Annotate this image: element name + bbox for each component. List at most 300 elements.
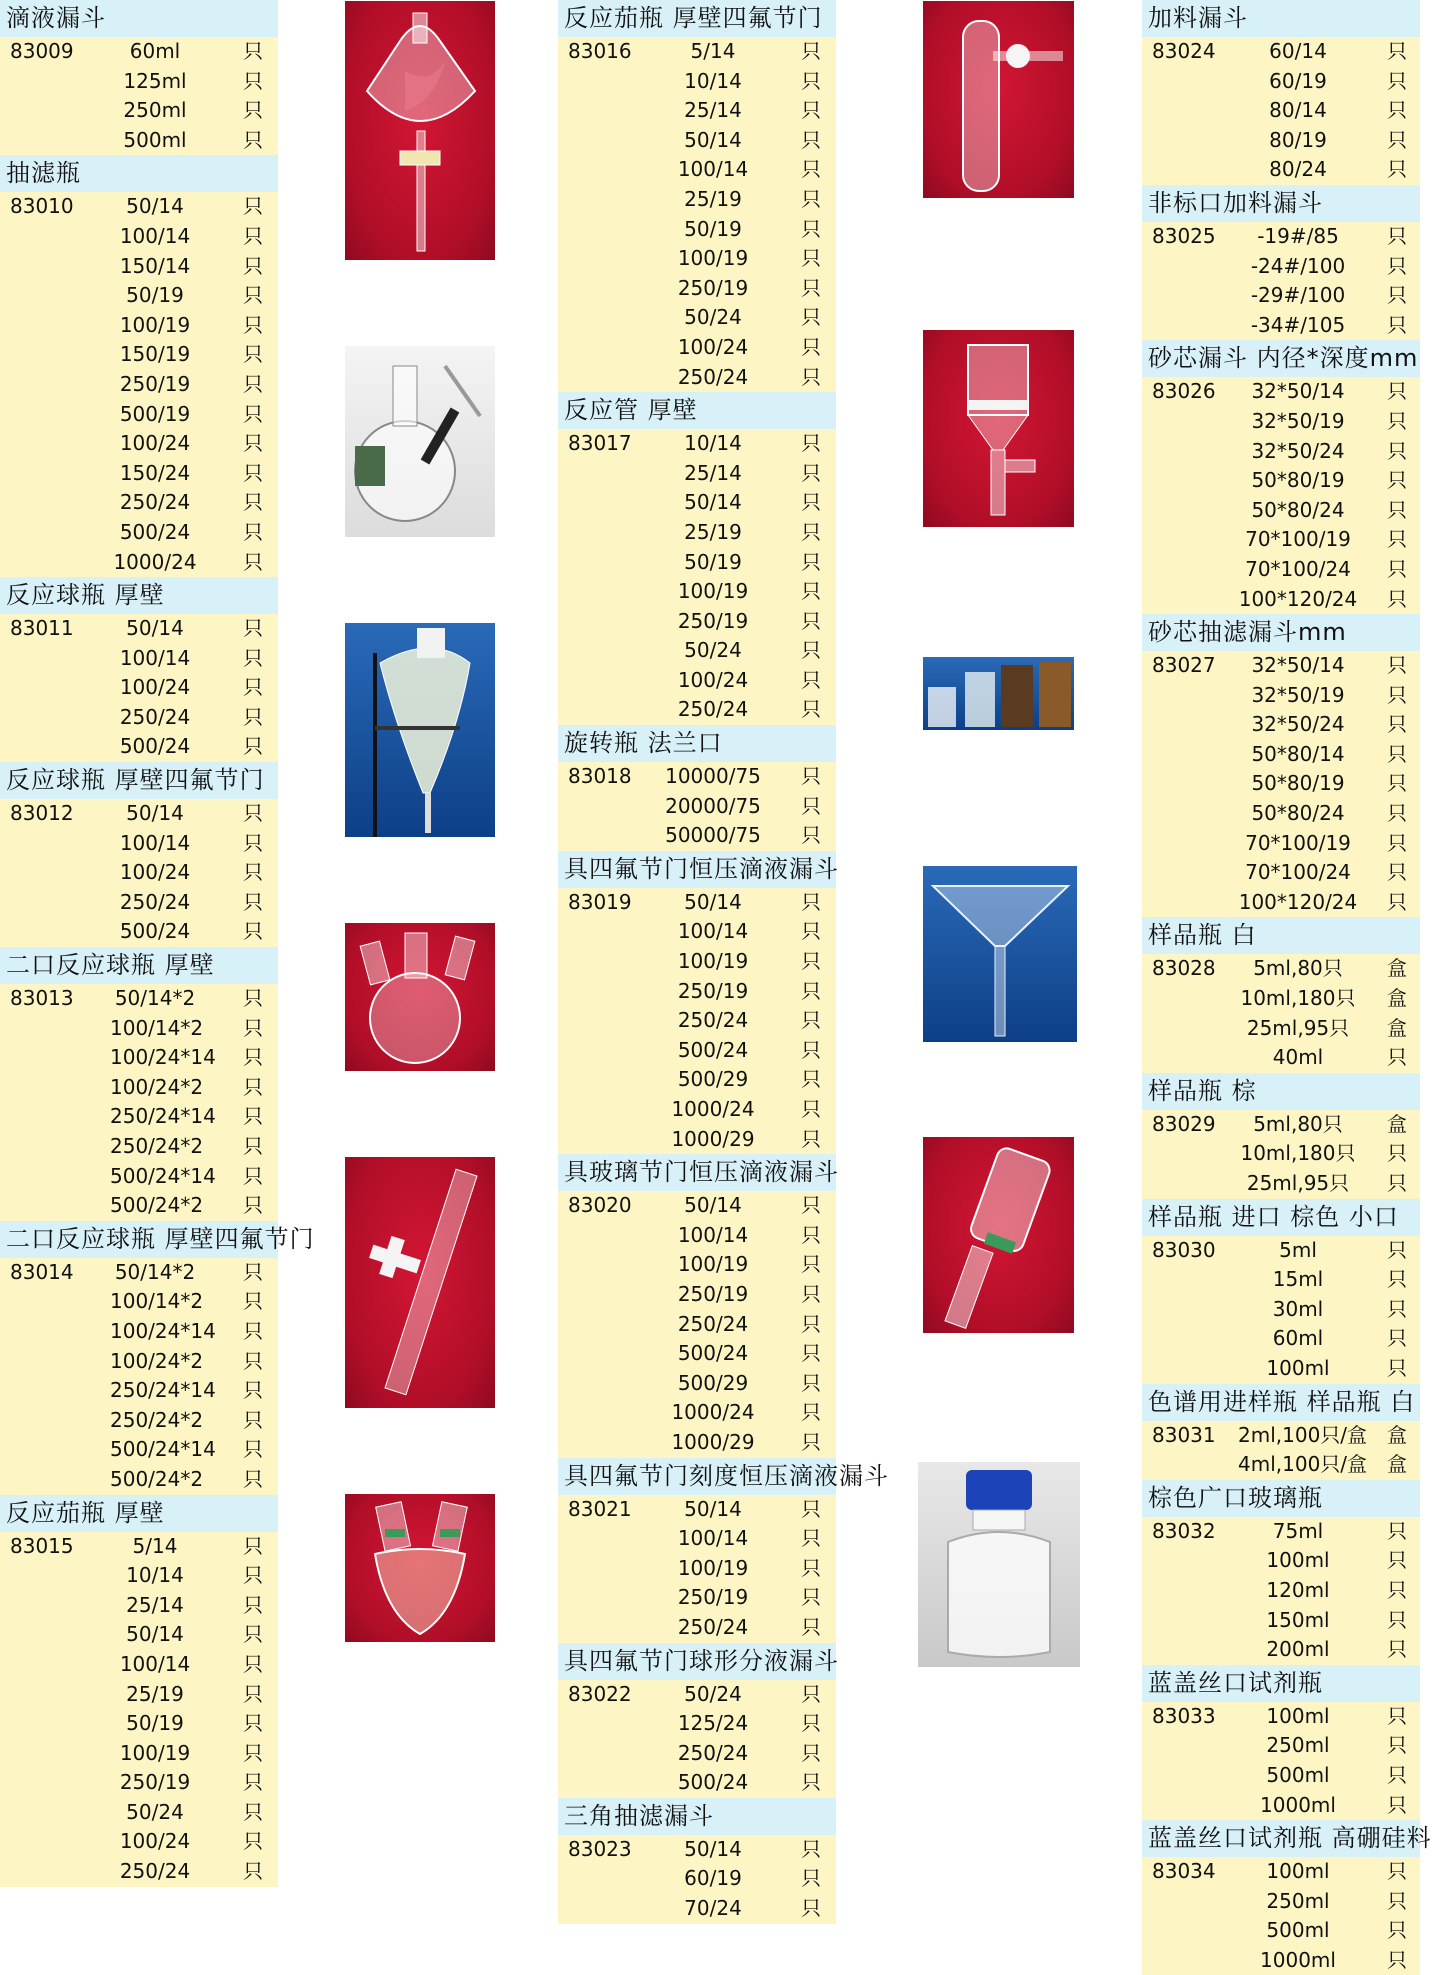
product-spec: 50/24 xyxy=(684,638,742,663)
dropping-funnel-photo xyxy=(345,1157,495,1408)
product-row xyxy=(1142,252,1420,282)
product-spec: 50/14*2 xyxy=(114,1259,196,1284)
product-row xyxy=(558,1006,836,1036)
product-section xyxy=(1142,614,1420,917)
section-title: 加料漏斗 xyxy=(1142,0,1420,37)
section-title: 蓝盖丝口试剂瓶 xyxy=(1142,1665,1420,1702)
product-unit: 只 xyxy=(801,1067,821,1092)
product-code: 83020 xyxy=(568,1193,632,1218)
product-row xyxy=(0,614,278,644)
product-unit: 只 xyxy=(243,1378,263,1403)
product-row xyxy=(558,821,836,851)
product-unit: 只 xyxy=(243,889,263,914)
product-row xyxy=(1142,1702,1420,1732)
product-unit: 只 xyxy=(801,68,821,93)
product-spec: 100/19 xyxy=(677,246,749,271)
product-unit: 只 xyxy=(801,431,821,456)
product-unit: 只 xyxy=(801,697,821,722)
product-unit: 只 xyxy=(801,889,821,914)
product-row xyxy=(558,1739,836,1769)
product-row xyxy=(0,311,278,341)
product-spec: 250/24 xyxy=(119,889,191,914)
product-row xyxy=(558,126,836,156)
product-spec: 50/19 xyxy=(126,1711,184,1736)
product-spec: 250/24 xyxy=(677,364,749,389)
product-row xyxy=(1142,222,1420,252)
product-row xyxy=(0,1406,278,1436)
product-row xyxy=(0,370,278,400)
product-spec: 100/14 xyxy=(677,157,749,182)
product-section xyxy=(558,1154,839,1457)
product-row xyxy=(0,192,278,222)
product-unit: 只 xyxy=(243,431,263,456)
product-row xyxy=(558,1554,836,1584)
product-spec: 500/19 xyxy=(119,401,191,426)
product-unit: 只 xyxy=(243,253,263,278)
product-spec: 10/14 xyxy=(684,431,742,456)
product-unit: 只 xyxy=(243,68,263,93)
product-section xyxy=(1142,1384,1420,1480)
product-spec: 100/14 xyxy=(119,645,191,670)
product-section xyxy=(1142,1480,1420,1665)
product-spec: 1000/29 xyxy=(671,1126,755,1151)
product-unit: 只 xyxy=(243,194,263,219)
product-spec: 250/24*2 xyxy=(110,1407,204,1432)
product-unit: 只 xyxy=(243,1134,263,1158)
product-code: 83013 xyxy=(10,986,74,1011)
product-unit: 只 xyxy=(1387,1296,1407,1321)
product-spec: 2ml,100只/盒 xyxy=(1238,1422,1368,1447)
section-title: 色谱用进样瓶 样品瓶 白 xyxy=(1142,1384,1420,1421)
product-spec: 80/24 xyxy=(1269,157,1327,182)
product-unit: 只 xyxy=(801,1496,821,1521)
product-row xyxy=(1142,96,1420,126)
product-row xyxy=(558,1310,836,1340)
product-spec: 80/19 xyxy=(1269,127,1327,152)
product-row xyxy=(1142,1517,1420,1547)
product-row xyxy=(558,333,836,363)
product-unit: 只 xyxy=(1387,1577,1407,1602)
product-spec: 250ml xyxy=(1266,1733,1330,1758)
product-row xyxy=(558,244,836,274)
product-spec: 500/29 xyxy=(677,1370,749,1395)
product-spec: 32*50/14 xyxy=(1251,653,1345,678)
product-spec: 250/19 xyxy=(119,371,191,396)
product-row xyxy=(0,1650,278,1680)
product-code: 83034 xyxy=(1152,1859,1216,1884)
product-row xyxy=(558,636,836,666)
reaction-tube-photo xyxy=(923,1,1074,198)
product-unit: 只 xyxy=(1387,223,1407,248)
product-spec: 60/19 xyxy=(684,1866,742,1891)
product-unit: 只 xyxy=(1387,1947,1407,1972)
product-unit: 只 xyxy=(243,1651,263,1676)
product-spec: 50/14 xyxy=(126,1622,184,1647)
product-row xyxy=(0,1532,278,1562)
product-unit: 只 xyxy=(243,490,263,515)
product-row xyxy=(0,96,278,126)
product-unit: 只 xyxy=(1387,283,1407,308)
product-section xyxy=(0,762,278,947)
product-spec: 150/19 xyxy=(119,342,191,367)
product-spec: 30ml xyxy=(1272,1296,1324,1321)
product-unit: 只 xyxy=(243,1289,263,1314)
product-unit: 只 xyxy=(243,1533,263,1558)
product-row xyxy=(1142,585,1420,615)
product-spec: 100/14 xyxy=(677,1526,749,1551)
product-row xyxy=(558,1613,836,1643)
product-row xyxy=(558,1524,836,1554)
product-column-left xyxy=(0,0,315,1887)
product-row xyxy=(0,1798,278,1828)
product-section xyxy=(0,1495,278,1887)
product-code: 83027 xyxy=(1152,653,1216,678)
product-row xyxy=(1142,1916,1420,1946)
sample-bottles-photo xyxy=(923,657,1074,730)
product-row xyxy=(1142,1354,1420,1384)
product-code: 83016 xyxy=(568,39,632,63)
product-row xyxy=(558,577,836,607)
product-row xyxy=(0,984,278,1014)
product-spec: 100*120/24 xyxy=(1238,586,1358,611)
product-unit: 只 xyxy=(1387,1141,1407,1166)
product-spec: 250ml xyxy=(123,98,187,123)
product-spec: 32*50/24 xyxy=(1251,438,1345,463)
section-title: 具四氟节门刻度恒压滴液漏斗 xyxy=(558,1458,836,1495)
product-unit: 只 xyxy=(801,1008,821,1033)
product-row xyxy=(1142,496,1420,526)
product-spec: 200ml xyxy=(1266,1637,1330,1662)
product-row xyxy=(0,1162,278,1192)
product-spec: 500/24 xyxy=(119,734,191,759)
product-unit: 只 xyxy=(801,39,821,63)
product-row xyxy=(1142,1169,1420,1199)
product-unit: 只 xyxy=(1387,253,1407,278)
product-unit: 只 xyxy=(1387,468,1407,493)
product-section xyxy=(1142,917,1420,1072)
product-unit: 只 xyxy=(243,460,263,485)
product-row xyxy=(558,947,836,977)
product-unit: 盒 xyxy=(1387,1015,1407,1040)
product-row xyxy=(1142,1546,1420,1576)
product-spec: 150ml xyxy=(1266,1607,1330,1632)
product-row xyxy=(0,799,278,829)
product-unit: 只 xyxy=(801,793,821,818)
product-unit: 只 xyxy=(1387,312,1407,337)
product-row xyxy=(1142,769,1420,799)
product-spec: 250/24 xyxy=(677,1740,749,1765)
product-row xyxy=(558,1369,836,1399)
section-title: 棕色广口玻璃瓶 xyxy=(1142,1480,1420,1517)
product-row xyxy=(558,666,836,696)
product-unit: 只 xyxy=(801,1555,821,1580)
product-unit: 只 xyxy=(1387,68,1407,93)
product-row xyxy=(0,518,278,548)
product-row xyxy=(1142,1635,1420,1665)
product-unit: 只 xyxy=(243,830,263,855)
product-row xyxy=(0,1739,278,1769)
product-spec: -29#/100 xyxy=(1250,283,1346,308)
product-row xyxy=(1142,437,1420,467)
section-title: 反应管 厚壁 xyxy=(558,392,836,429)
product-row xyxy=(1142,1791,1420,1821)
product-row xyxy=(1142,1421,1420,1451)
product-row xyxy=(0,222,278,252)
product-unit: 只 xyxy=(243,1592,263,1617)
product-row xyxy=(0,1043,278,1073)
product-row xyxy=(1142,1265,1420,1295)
product-spec: 100/24 xyxy=(119,1829,191,1854)
product-unit: 只 xyxy=(243,734,263,759)
product-unit: 只 xyxy=(1387,741,1407,766)
product-spec: 70*100/19 xyxy=(1245,830,1351,855)
product-row xyxy=(0,488,278,518)
product-unit: 只 xyxy=(243,223,263,248)
product-spec: 32*50/19 xyxy=(1251,408,1345,433)
product-spec: 50/24 xyxy=(684,305,742,330)
product-spec: 100*120/24 xyxy=(1238,889,1358,914)
product-unit: 只 xyxy=(243,127,263,152)
product-unit: 只 xyxy=(801,1681,821,1706)
product-row xyxy=(1142,888,1420,918)
product-code: 83025 xyxy=(1152,223,1216,248)
product-spec: 50/24 xyxy=(684,1681,742,1706)
product-row xyxy=(0,1680,278,1710)
product-spec: 250/24 xyxy=(119,1859,191,1884)
product-row xyxy=(558,1583,836,1613)
product-spec: 50/14 xyxy=(684,127,742,152)
product-section xyxy=(1142,1073,1420,1199)
product-spec: 15ml xyxy=(1272,1267,1324,1292)
section-title: 反应球瓶 厚壁 xyxy=(0,577,278,614)
product-row xyxy=(558,155,836,185)
product-unit: 只 xyxy=(243,860,263,885)
product-row xyxy=(0,67,278,97)
product-row xyxy=(0,1827,278,1857)
product-unit: 只 xyxy=(801,334,821,359)
product-row xyxy=(0,459,278,489)
product-row xyxy=(0,429,278,459)
product-unit: 只 xyxy=(801,127,821,152)
product-unit: 只 xyxy=(1387,586,1407,611)
product-row xyxy=(0,1465,278,1495)
product-unit: 只 xyxy=(243,1015,263,1040)
product-unit: 只 xyxy=(1387,497,1407,522)
product-spec: 100/19 xyxy=(677,579,749,604)
product-column-middle xyxy=(558,0,889,1924)
section-title: 砂芯抽滤漏斗mm xyxy=(1142,614,1420,651)
product-unit: 只 xyxy=(1387,157,1407,182)
product-unit: 只 xyxy=(1387,1792,1407,1817)
separatory-funnel-photo xyxy=(345,1,495,260)
product-code: 83017 xyxy=(568,431,632,456)
product-row xyxy=(1142,1887,1420,1917)
product-unit: 只 xyxy=(243,986,263,1011)
product-spec: 1000/24 xyxy=(671,1400,755,1425)
product-spec: 100/24 xyxy=(119,675,191,700)
product-unit: 只 xyxy=(243,1104,263,1129)
product-spec: 75ml xyxy=(1272,1518,1324,1543)
product-spec: 32*50/19 xyxy=(1251,682,1345,707)
product-unit: 只 xyxy=(1387,527,1407,552)
product-unit: 只 xyxy=(243,401,263,426)
product-section xyxy=(1142,1820,1432,1975)
product-spec: -19#/85 xyxy=(1257,223,1339,248)
section-title: 蓝盖丝口试剂瓶 高硼硅料 xyxy=(1142,1820,1420,1857)
product-row xyxy=(0,126,278,156)
product-row xyxy=(558,1680,836,1710)
product-unit: 只 xyxy=(243,1348,263,1373)
product-spec: 1000/24 xyxy=(671,1097,755,1121)
product-code: 83019 xyxy=(568,889,632,914)
product-spec: 1000/29 xyxy=(671,1429,755,1454)
product-unit: 只 xyxy=(1387,556,1407,581)
product-code: 83024 xyxy=(1152,39,1216,63)
product-row xyxy=(558,977,836,1007)
product-row xyxy=(558,792,836,822)
section-title: 旋转瓶 法兰口 xyxy=(558,725,836,762)
product-spec: 100ml xyxy=(1266,1355,1330,1380)
product-spec: 500/24 xyxy=(677,1341,749,1366)
product-unit: 只 xyxy=(801,305,821,330)
product-spec: 100/24*14 xyxy=(110,1318,216,1343)
product-row xyxy=(1142,1014,1420,1044)
product-spec: 100/19 xyxy=(119,312,191,337)
product-section xyxy=(1142,340,1420,614)
product-spec: 50/14 xyxy=(684,1836,742,1861)
product-unit: 只 xyxy=(1387,127,1407,152)
product-row xyxy=(558,1250,836,1280)
product-code: 83031 xyxy=(1152,1422,1216,1447)
product-spec: 50/14 xyxy=(684,889,742,914)
product-spec: 100/19 xyxy=(677,1252,749,1277)
product-spec: 25/14 xyxy=(684,98,742,123)
product-row xyxy=(558,96,836,126)
product-row xyxy=(0,252,278,282)
product-spec: 100/24 xyxy=(677,667,749,692)
product-spec: 25/19 xyxy=(684,186,742,211)
section-title: 具四氟节门恒压滴液漏斗 xyxy=(558,851,836,888)
product-unit: 只 xyxy=(1387,408,1407,433)
product-spec: -24#/100 xyxy=(1250,253,1346,278)
product-unit: 只 xyxy=(801,823,821,848)
product-row xyxy=(1142,984,1420,1014)
product-unit: 只 xyxy=(243,1407,263,1432)
product-spec: 32*50/14 xyxy=(1251,379,1345,404)
product-spec: 100/14*2 xyxy=(110,1289,204,1314)
product-unit: 只 xyxy=(243,1466,263,1491)
product-unit: 只 xyxy=(243,919,263,944)
product-spec: 250/24 xyxy=(119,704,191,729)
product-unit: 只 xyxy=(1387,1171,1407,1195)
product-spec: 100/19 xyxy=(677,949,749,974)
product-spec: 25/14 xyxy=(126,1592,184,1617)
product-unit: 只 xyxy=(1387,889,1407,914)
product-spec: 100ml xyxy=(1266,1703,1330,1728)
product-row xyxy=(1142,1295,1420,1325)
product-spec: 500ml xyxy=(123,127,187,152)
product-unit: 只 xyxy=(1387,1548,1407,1573)
product-unit: 只 xyxy=(801,98,821,123)
product-row xyxy=(558,1768,836,1798)
product-row xyxy=(558,1036,836,1066)
product-spec: 50*80/24 xyxy=(1251,801,1345,826)
product-unit: 只 xyxy=(1387,1518,1407,1543)
product-row xyxy=(0,1317,278,1347)
product-row xyxy=(558,1495,836,1525)
product-row xyxy=(558,607,836,637)
product-row xyxy=(558,1339,836,1369)
product-row xyxy=(1142,1110,1420,1140)
product-row xyxy=(1142,555,1420,585)
product-spec: 100ml xyxy=(1266,1548,1330,1573)
product-unit: 只 xyxy=(1387,1267,1407,1292)
product-spec: 500/24 xyxy=(119,919,191,944)
product-spec: 10ml,180只 xyxy=(1240,1141,1356,1166)
product-spec: 50000/75 xyxy=(665,823,761,848)
product-row xyxy=(558,1095,836,1125)
product-code: 83023 xyxy=(568,1836,632,1861)
product-spec: 250/24*2 xyxy=(110,1134,204,1158)
product-spec: 500/24*14 xyxy=(110,1163,216,1188)
product-unit: 只 xyxy=(243,549,263,574)
product-unit: 只 xyxy=(801,1896,821,1921)
product-unit: 只 xyxy=(801,1429,821,1454)
product-spec: 50/14 xyxy=(684,490,742,515)
product-row xyxy=(1142,740,1420,770)
product-spec: 500ml xyxy=(1266,1762,1330,1787)
product-unit: 只 xyxy=(1387,830,1407,855)
product-unit: 只 xyxy=(801,275,821,300)
product-row xyxy=(1142,710,1420,740)
product-unit: 只 xyxy=(1387,98,1407,123)
product-spec: 125ml xyxy=(123,68,187,93)
product-section xyxy=(0,0,278,155)
product-unit: 只 xyxy=(1387,39,1407,63)
product-spec: 50*80/19 xyxy=(1251,771,1345,796)
product-unit: 只 xyxy=(243,371,263,396)
product-unit: 只 xyxy=(1387,682,1407,707)
product-spec: 60/19 xyxy=(1269,68,1327,93)
product-unit: 只 xyxy=(1387,801,1407,826)
product-unit: 只 xyxy=(243,1193,263,1218)
product-spec: 50/19 xyxy=(126,283,184,308)
product-unit: 只 xyxy=(801,1400,821,1425)
product-unit: 只 xyxy=(801,1341,821,1366)
product-spec: 125/24 xyxy=(677,1711,749,1736)
product-unit: 只 xyxy=(801,1711,821,1736)
product-row xyxy=(0,548,278,578)
product-spec: 250/19 xyxy=(677,978,749,1003)
product-unit: 只 xyxy=(243,1859,263,1884)
product-unit: 只 xyxy=(1387,1355,1407,1380)
product-code: 83011 xyxy=(10,616,74,641)
product-row xyxy=(0,1102,278,1132)
product-code: 83021 xyxy=(568,1496,632,1521)
product-spec: 100/24*2 xyxy=(110,1074,204,1099)
product-row xyxy=(558,1835,836,1865)
product-unit: 只 xyxy=(801,246,821,271)
product-section xyxy=(1142,0,1420,185)
product-row xyxy=(558,518,836,548)
product-column-right xyxy=(1142,0,1432,1975)
product-unit: 只 xyxy=(801,1370,821,1395)
product-unit: 盒 xyxy=(1387,1422,1407,1447)
product-unit: 只 xyxy=(243,1318,263,1343)
product-row xyxy=(1142,954,1420,984)
product-spec: 250/24 xyxy=(119,490,191,515)
product-row xyxy=(1142,37,1420,67)
